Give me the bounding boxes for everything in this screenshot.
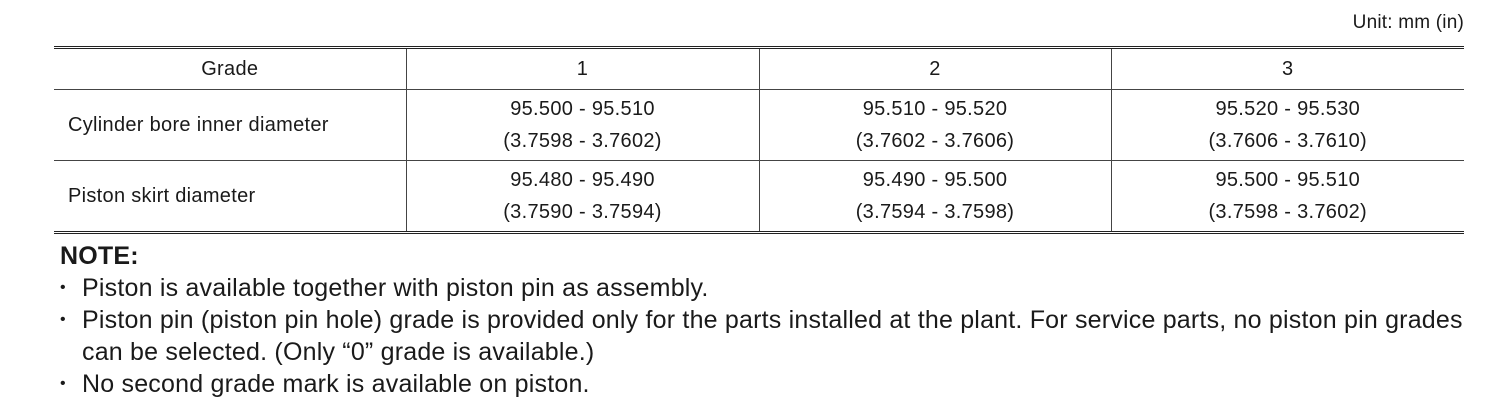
- value-in: (3.7606 - 3.7610): [1208, 130, 1368, 152]
- list-item: [60, 368, 1470, 400]
- value-mm: 95.490 - 95.500: [862, 169, 1008, 191]
- table-row: [54, 90, 1464, 161]
- bullet-icon: •: [60, 311, 66, 328]
- table-cell: [759, 161, 1111, 233]
- table-cell: [1111, 161, 1464, 233]
- value-in: (3.7602 - 3.7606): [855, 130, 1015, 152]
- note-section: [60, 240, 1470, 400]
- value-mm: 95.500 - 95.510: [1215, 169, 1361, 191]
- value-mm: 95.510 - 95.520: [862, 98, 1008, 120]
- note-item-text: No second grade mark is available on piston.: [82, 370, 590, 398]
- unit-label: Unit: mm (in): [1352, 12, 1464, 33]
- row-label-piston-skirt: Piston skirt diameter: [54, 161, 406, 233]
- header-cell-grade-1: 1: [406, 48, 759, 90]
- header-cell-grade: Grade: [54, 48, 406, 90]
- table-cell: [406, 161, 759, 233]
- grade-spec-table: [54, 46, 1464, 234]
- list-item: [60, 304, 1470, 368]
- value-mm: 95.480 - 95.490: [510, 169, 655, 191]
- table-cell: [1111, 90, 1464, 161]
- row-label-cylinder-bore: Cylinder bore inner diameter: [54, 90, 406, 161]
- list-item: [60, 272, 1470, 304]
- value-in: (3.7598 - 3.7602): [503, 130, 662, 152]
- header-cell-grade-3: 3: [1111, 48, 1464, 90]
- value-in: (3.7590 - 3.7594): [503, 201, 662, 223]
- table-row: [54, 161, 1464, 233]
- value-in: (3.7594 - 3.7598): [855, 201, 1015, 223]
- header-cell-grade-2: 2: [759, 48, 1111, 90]
- bullet-icon: •: [60, 375, 66, 392]
- table-cell: [406, 90, 759, 161]
- value-mm: 95.500 - 95.510: [510, 98, 655, 120]
- note-title: NOTE:: [60, 242, 139, 270]
- note-item-text: Piston is available together with piston pin as assembly.: [82, 274, 709, 302]
- bullet-icon: •: [60, 279, 66, 296]
- table-header-row: [54, 48, 1464, 90]
- note-list: [60, 272, 1470, 400]
- value-in: (3.7598 - 3.7602): [1208, 201, 1368, 223]
- table-cell: [759, 90, 1111, 161]
- note-item-text: Piston pin (piston pin hole) grade is provided only for the parts installed at the plant. For service parts, no piston pin grades can be selected. (Only “0” grade is available.): [82, 306, 1463, 366]
- value-mm: 95.520 - 95.530: [1215, 98, 1361, 120]
